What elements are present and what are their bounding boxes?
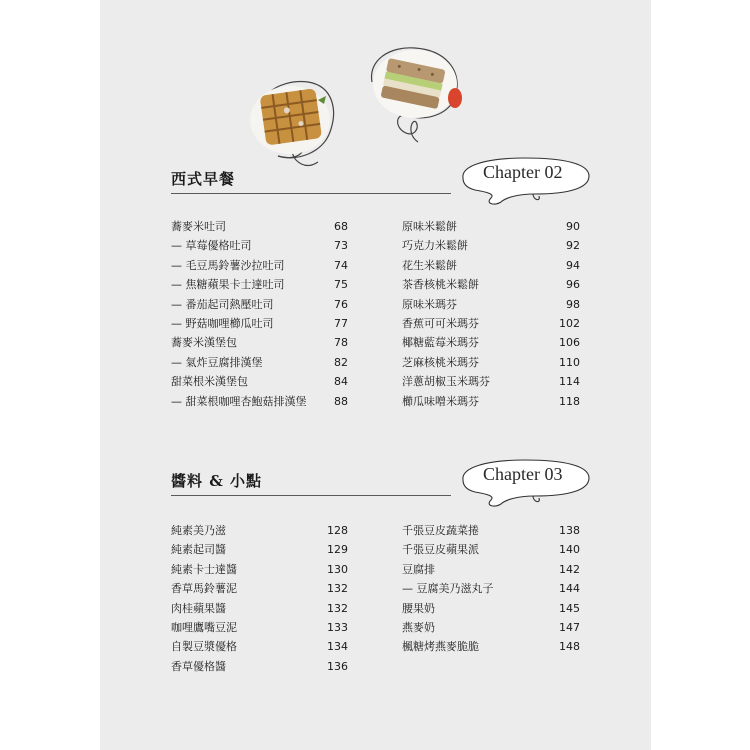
toc-entry-title: 洋蔥胡椒玉米瑪芬 [402,375,490,389]
chapter-label: Chapter 02 [483,162,563,182]
toc-entry-title: 千張豆皮蔬菜捲 [402,524,479,537]
toc-entry-page: 76 [334,297,348,311]
toc-entry-title: 甜菜根米漢堡包 [171,375,248,389]
toc-entry-title: — 焦糖蘋果卡士達吐司 [171,278,285,292]
toc-entry-page: 84 [334,375,348,389]
toc-entry-page: 90 [566,220,580,233]
toc-page [100,0,651,750]
toc-entry-title: 肉桂蘋果醬 [171,601,226,615]
waffle-photo [238,70,348,170]
toc-entry-title: 原味米鬆餅 [402,220,457,233]
section-title-western-breakfast: 西式早餐 [171,170,236,188]
toc-entry-title: 茶香核桃米鬆餅 [402,278,479,292]
toc-entry-title: 巧克力米鬆餅 [402,239,468,253]
toc-entry-title: 腰果奶 [402,601,435,615]
toc-entry-page: 144 [559,582,580,596]
toc-entry-page: 133 [327,621,348,634]
toc-entry-page: 142 [559,562,580,576]
toc-entry-page: 132 [327,601,348,615]
toc-entry-title: 千張豆皮蘋果派 [402,543,479,557]
toc-entry-page: 128 [327,524,348,537]
sandwich-photo [360,42,475,147]
toc-entry-title: — 毛豆馬鈴薯沙拉吐司 [171,258,285,272]
toc-entry-title: 香草馬鈴薯泥 [171,582,237,596]
toc-entry-page: 88 [334,394,348,408]
toc-entry-page: 98 [566,297,580,311]
toc-entry-title: 蕎麥米吐司 [171,220,226,233]
toc-entry-title: 香蕉可可米瑪芬 [402,317,479,330]
toc-entry-page: 77 [334,317,348,330]
toc-entry-page: 132 [327,582,348,596]
toc-entry-page: 129 [327,543,348,557]
chapter-label: Chapter 03 [483,464,563,484]
toc-entry-page: 96 [566,278,580,292]
toc-entry-page: 74 [334,258,348,272]
toc-entry-page: 75 [334,278,348,292]
toc-entry-page: 73 [334,239,348,253]
toc-entry-page: 78 [334,336,348,350]
toc-entry-title: 花生米鬆餅 [402,258,457,272]
toc-entry-page: 82 [334,355,348,369]
toc-entry-title: 櫛瓜味噌米瑪芬 [402,394,479,408]
toc-entry-title: 豆腐排 [402,562,435,576]
toc-entry-title: 純素美乃滋 [171,524,226,537]
toc-entry-title: — 野菇咖哩櫛瓜吐司 [171,317,274,330]
toc-entry-title: — 番茄起司熱壓吐司 [171,297,274,311]
section-divider [171,193,451,194]
toc-entry-title: — 氣炸豆腐排漢堡 [171,355,263,369]
toc-entry-page: 140 [559,543,580,557]
toc-entry-page: 147 [559,621,580,634]
toc-entry-title: 咖哩鷹嘴豆泥 [171,621,237,634]
toc-entry-page: 134 [327,640,348,654]
toc-entry-page: 148 [559,640,580,654]
toc-entry-title: — 草莓優格吐司 [171,239,252,253]
toc-entry-title: 芝麻核桃米瑪芬 [402,355,479,369]
toc-entry-title: 蕎麥米漢堡包 [171,336,237,350]
toc-entry-title: — 甜菜根咖哩杏鮑菇排漢堡 [171,394,307,408]
toc-entry-title: — 豆腐美乃滋丸子 [402,582,494,596]
toc-entry-page: 106 [559,336,580,350]
toc-entry-page: 118 [559,394,580,408]
toc-entry-page: 94 [566,258,580,272]
toc-entry-title: 椰糖藍莓米瑪芬 [402,336,479,350]
toc-entry-page: 136 [327,659,348,673]
toc-entry-page: 68 [334,220,348,233]
toc-entry-title: 自製豆漿優格 [171,640,237,654]
section-title-sauces-snacks: 醬料 & 小點 [171,472,262,490]
toc-entry-page: 138 [559,524,580,537]
toc-entry-title: 燕麥奶 [402,621,435,634]
toc-entry-page: 114 [559,375,580,389]
toc-entry-title: 楓糖烤燕麥脆脆 [402,640,479,654]
section-divider [171,495,451,496]
toc-entry-title: 原味米瑪芬 [402,297,457,311]
toc-entry-page: 92 [566,239,580,253]
toc-entry-page: 110 [559,355,580,369]
toc-entry-title: 純素卡士達醬 [171,562,237,576]
toc-entry-title: 純素起司醬 [171,543,226,557]
toc-entry-page: 145 [559,601,580,615]
toc-entry-page: 102 [559,317,580,330]
toc-entry-page: 130 [327,562,348,576]
toc-entry-title: 香草優格醬 [171,659,226,673]
